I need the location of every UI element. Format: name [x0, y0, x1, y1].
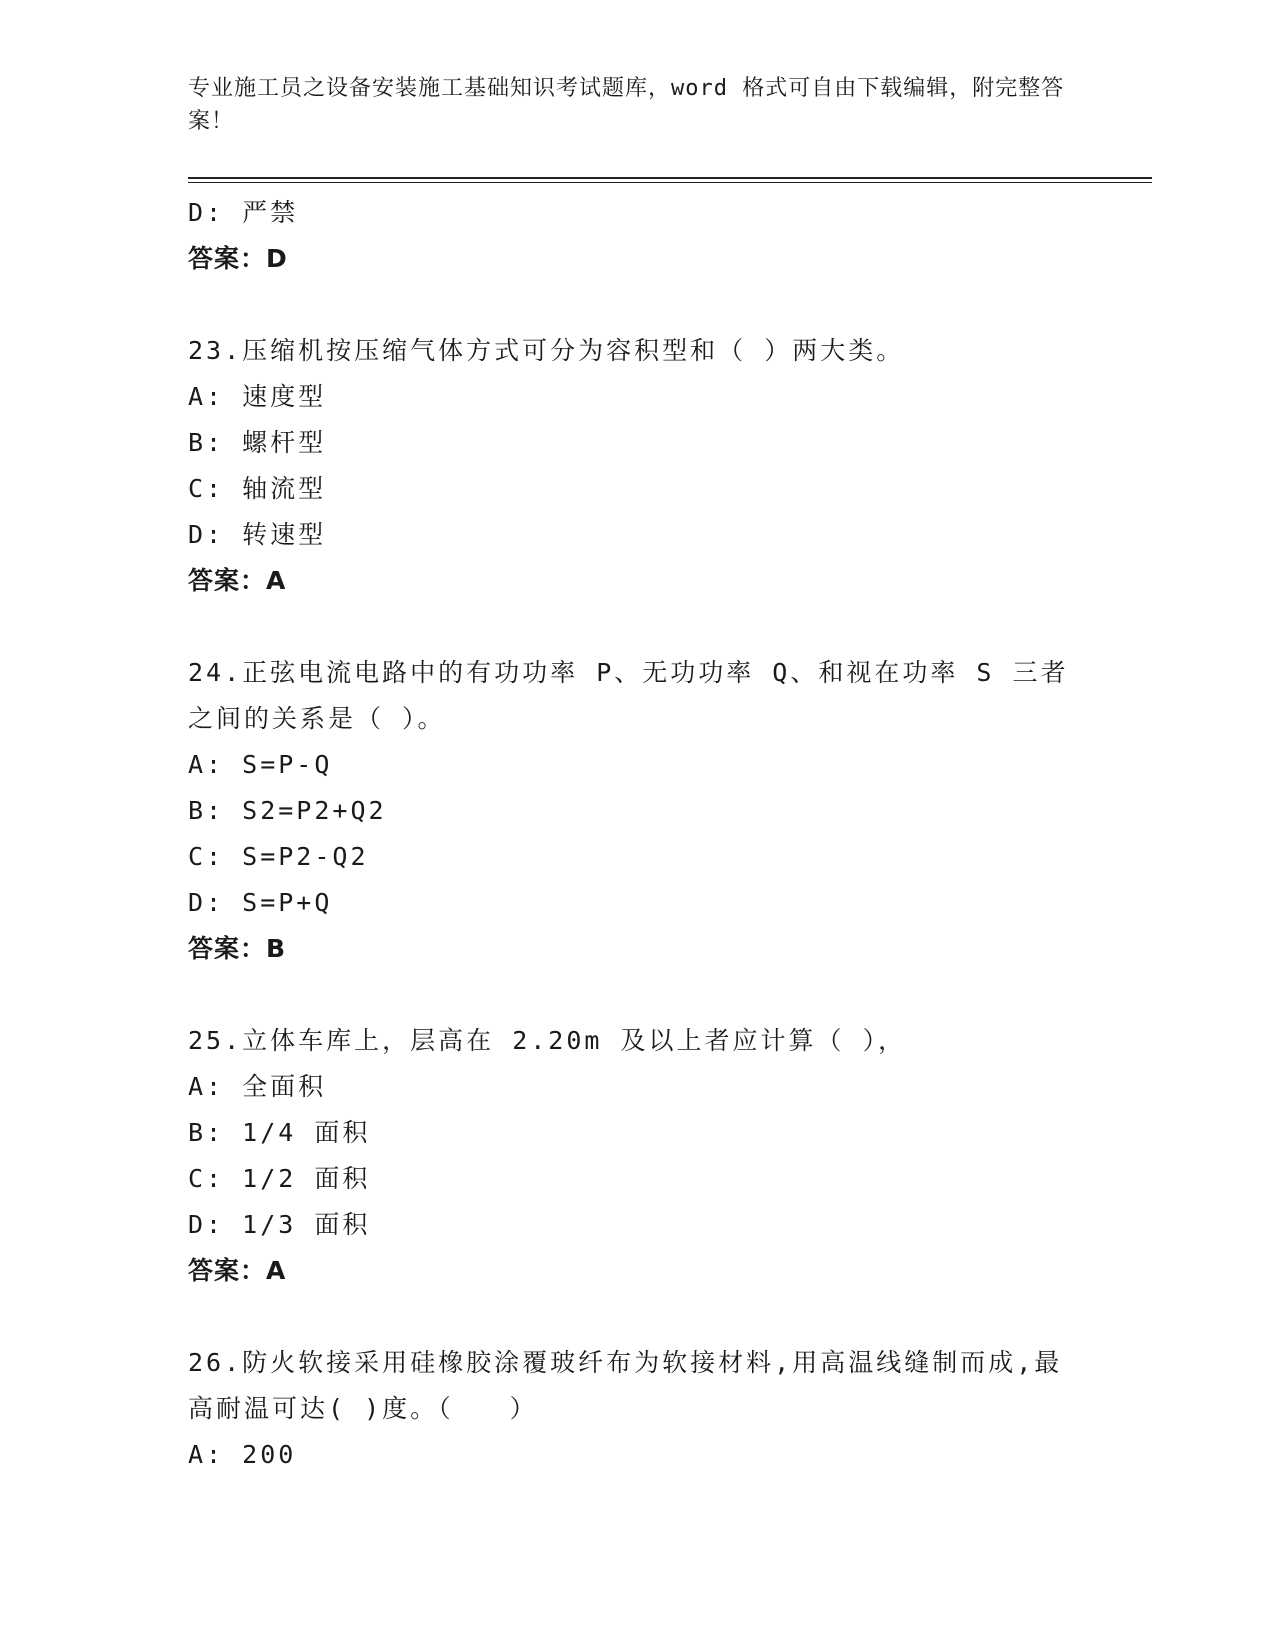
question-23-option-b: B: 螺杆型 [188, 428, 327, 457]
spacer [188, 282, 1088, 328]
question-list [188, 190, 1088, 1478]
question-25-option-a: A: 全面积 [188, 1072, 327, 1101]
question-25-option-b: B: 1/4 面积 [188, 1118, 371, 1147]
question-24-text: 24.正弦电流电路中的有功功率 P、无功功率 Q、和视在功率 S 三者之间的关系是（ ）。 [188, 658, 1069, 733]
question-25-option-c: C: 1/2 面积 [188, 1164, 371, 1193]
question-23-answer: 答案：A [188, 566, 287, 595]
prev-question-answer: 答案：D [188, 244, 288, 273]
question-24-option-a: A: S=P-Q [188, 750, 333, 779]
spacer [188, 1294, 1088, 1340]
question-25-text: 25.立体车库上，层高在 2.20m 及以上者应计算（ ）， [188, 1026, 907, 1055]
question-25-answer: 答案：A [188, 1256, 287, 1285]
spacer [188, 972, 1088, 1018]
header-rule-thick [188, 177, 1152, 179]
question-23-text: 23.压缩机按压缩气体方式可分为容积型和（ ）两大类。 [188, 336, 905, 365]
question-24-answer: 答案：B [188, 934, 287, 963]
prev-question-option-d: D: 严禁 [188, 198, 299, 227]
question-23-option-d: D: 转速型 [188, 520, 327, 549]
question-23-option-c: C: 轴流型 [188, 474, 327, 503]
document-header: 专业施工员之设备安装施工基础知识考试题库，word 格式可自由下载编辑，附完整答案！ [188, 76, 1065, 134]
question-26-text: 26.防火软接采用硅橡胶涂覆玻纤布为软接材料,用高温线缝制而成,最高耐温可达( )度。（ ） [188, 1348, 1063, 1423]
question-24-option-b: B: S2=P2+Q2 [188, 796, 387, 825]
question-26-option-a: A: 200 [188, 1440, 297, 1469]
question-24-option-d: D: S=P+Q [188, 888, 333, 917]
spacer [188, 604, 1088, 650]
question-24-option-c: C: S=P2-Q2 [188, 842, 369, 871]
question-25-option-d: D: 1/3 面积 [188, 1210, 371, 1239]
header-rule-thin [188, 182, 1152, 183]
question-23-option-a: A: 速度型 [188, 382, 327, 411]
